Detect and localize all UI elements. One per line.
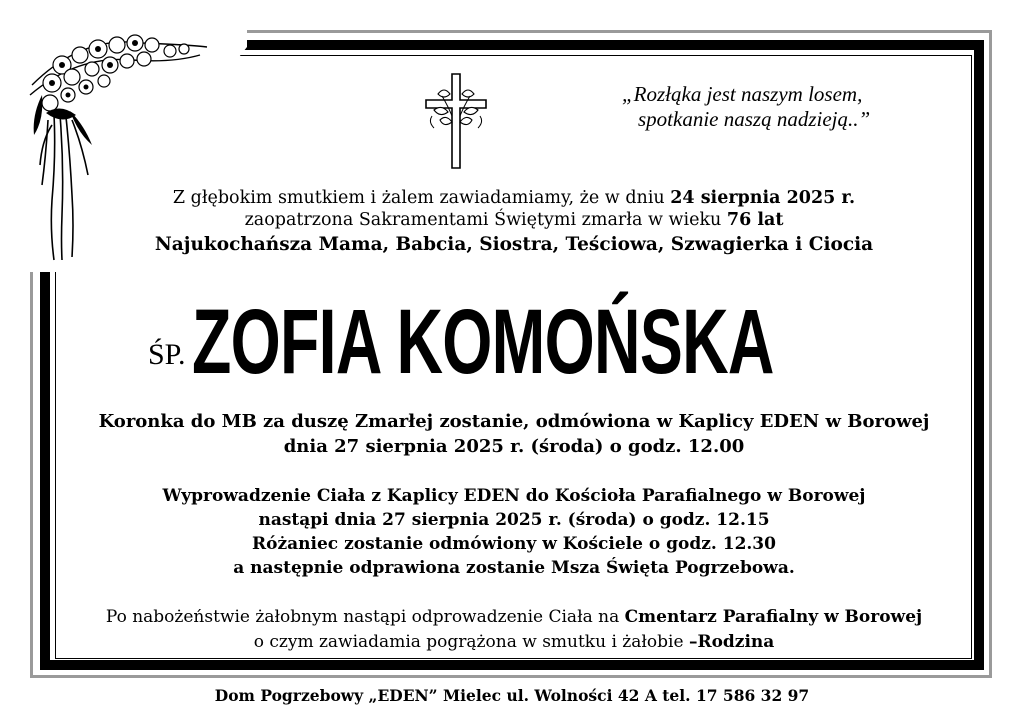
rosary-line-2: dnia 27 sierpnia 2025 r. (środa) o godz. 12.00 [283, 436, 745, 457]
procession-line-2: nastąpi dnia 27 sierpnia 2025 r. (środa) o godz. 12.15 [258, 510, 770, 530]
intro-text: Z głębokim smutkiem i żalem zawiadamiamy, że w dniu [172, 188, 671, 208]
death-date: 24 sierpnia 2025 r. [670, 188, 856, 208]
epigraph-quote [560, 82, 890, 132]
name-prefix: ŚP. [148, 338, 186, 371]
quote-line-2: spotkanie naszą nadzieją..” [638, 107, 871, 131]
intro-line-1 [56, 186, 972, 210]
deceased-name: ZOFIA KOMOŃSKA [192, 291, 774, 393]
cross-icon [422, 72, 490, 170]
rosary-line-1: Koronka do MB za duszę Zmarłej zostanie, odmówiona w Kaplicy EDEN w Borowej [98, 411, 930, 432]
intro-line-2 [56, 208, 972, 232]
deceased-name-row [148, 291, 908, 393]
relations-line: Najukochańsza Mama, Babcia, Siostra, Teściowa, Szwagierka i Ciocia [154, 234, 874, 255]
burial-line-1 [56, 605, 972, 629]
burial-text: Po nabożeństwie żałobnym nastąpi odprowadzenie Ciała na [105, 607, 625, 627]
procession-line-4: a następnie odprawiona zostanie Msza Święta Pogrzebowa. [233, 558, 795, 578]
cemetery-name: Cmentarz Parafialny w Borowej [624, 607, 923, 627]
quote-line-1: „Rozłąka jest naszym losem, [622, 82, 863, 106]
burial-line-2 [56, 630, 972, 654]
procession-line-3: Różaniec zostanie odmówiony w Kościele o godz. 12.30 [252, 534, 776, 554]
intro-text-2: zaopatrzona Sakramentami Świętymi zmarła w wieku [244, 210, 727, 230]
family-signature: –Rodzina [688, 632, 775, 652]
procession-line-1: Wyprowadzenie Ciała z Kaplicy EDEN do Kościoła Parafialnego w Borowej [162, 486, 866, 506]
age: 76 lat [726, 210, 784, 230]
funeral-home-footer: Dom Pogrzebowy „EDEN” Mielec ul. Wolności 42 A tel. 17 586 32 97 [214, 686, 810, 705]
burial-text-2: o czym zawiadamia pogrążona w smutku i żałobie [253, 632, 689, 652]
